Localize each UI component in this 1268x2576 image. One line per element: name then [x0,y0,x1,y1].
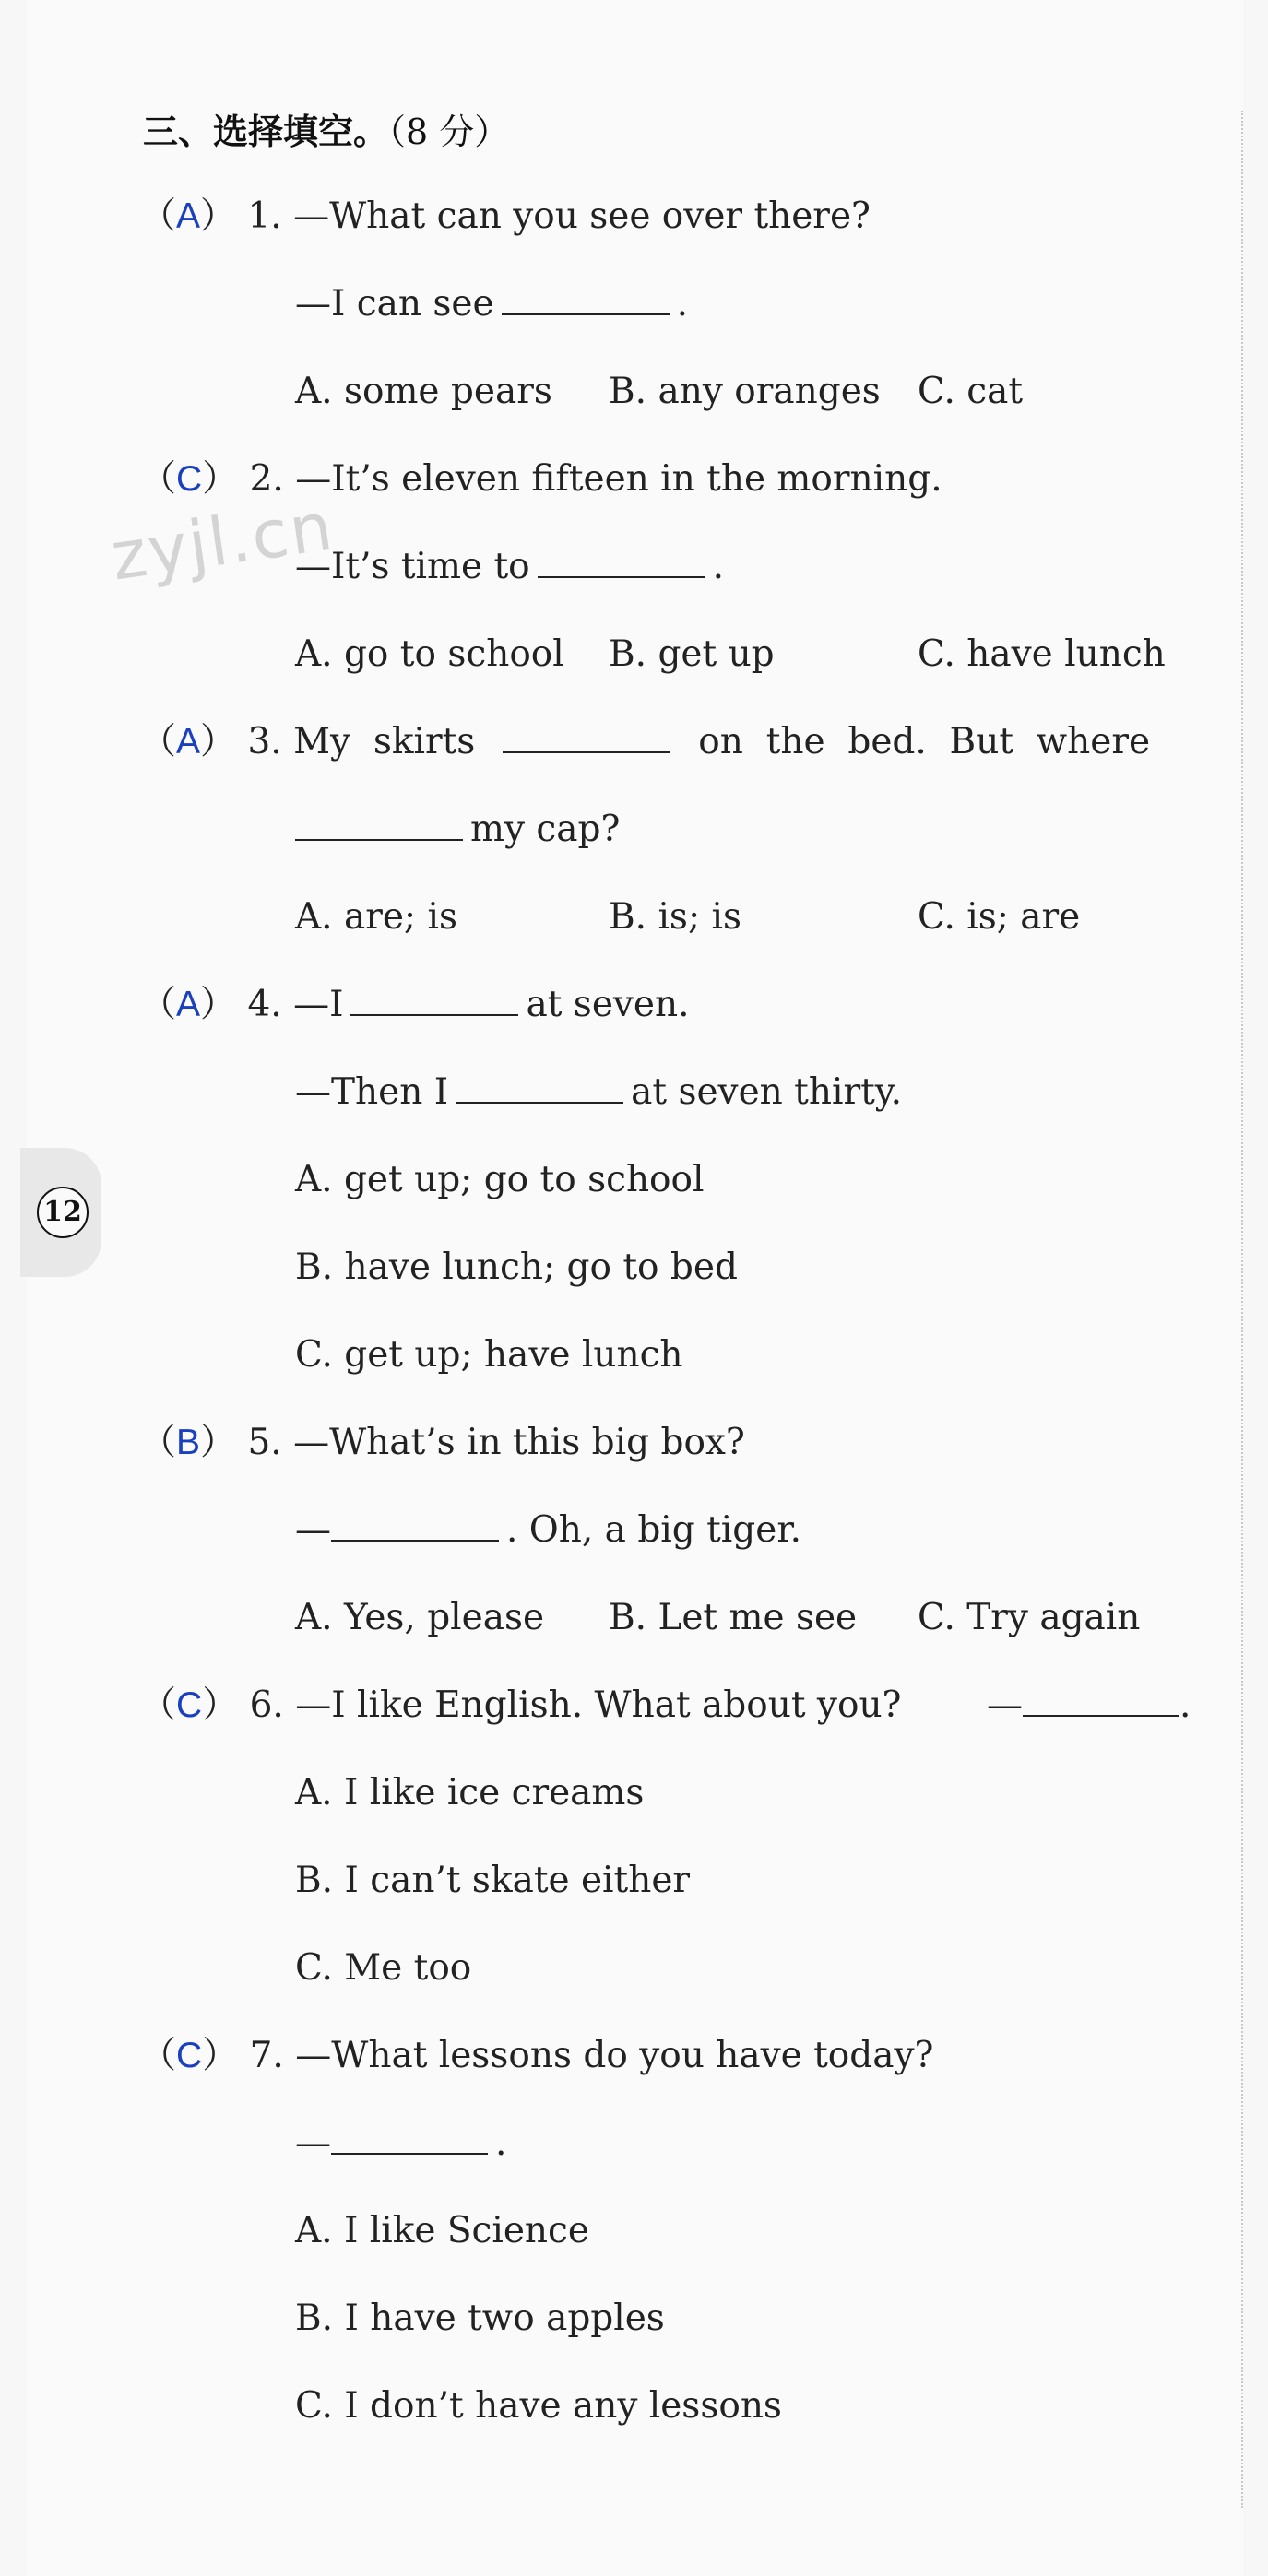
question-2-number: 2. [249,458,284,500]
question-7-line-2 [295,2121,506,2167]
answer-blank [502,284,670,315]
answer-blank [350,985,518,1016]
question-4-line-1-end: at seven. [526,984,690,1025]
question-5-option-b: B. Let me see [609,1597,858,1638]
question-6-number: 6. [249,1684,284,1726]
question-7-dash: — [295,2122,331,2164]
question-3-number: 3. [247,721,282,762]
question-1-option-a: A. some pears [295,371,552,412]
question-7-line-1: —What lessons do you have today? [295,2035,934,2076]
question-5-stem: （B） 5. —What’s in this big box? [140,1422,745,1463]
question-2-stem: （C） 2. —It’s eleven fifteen in the morning. [140,458,942,500]
question-1-line-1: —What can you see over there? [293,195,871,237]
question-6-option-b: B. I can’t skate either [295,1860,691,1901]
question-1-line-2-end: . [676,283,688,325]
question-2-option-c: C. have lunch [918,633,1166,675]
question-4-number: 4. [247,984,282,1025]
question-3-stem: （A） 3. My skirts on the bed. But where [140,721,1151,762]
question-1-option-c: C. cat [918,371,1024,412]
question-7-number: 7. [249,2035,284,2076]
question-5-answer: B [176,1423,201,1462]
question-1-number: 1. [247,195,282,237]
question-7-option-a: A. I like Science [295,2210,589,2251]
question-6-answer: C [176,1685,203,1725]
question-6-dash: — [987,1684,1023,1726]
question-4-option-c: C. get up; have lunch [295,1334,683,1376]
question-4-line-1: —I [293,984,344,1025]
question-5-line-2-text: . Oh, a big tiger. [506,1509,802,1551]
question-3-line-1-end: on the bed. But where [698,721,1151,762]
answer-blank [503,722,670,753]
question-7-end: . [495,2122,507,2164]
question-6-response [987,1683,1191,1729]
section-title-text: 三、选择填空。 [143,112,389,152]
section-score: （8 分） [388,112,510,152]
margin-rule [1241,111,1243,2508]
question-5-line-1: —What’s in this big box? [293,1422,745,1463]
question-6-line-1: —I like English. What about you? [295,1684,902,1726]
question-3-line-1: My skirts [293,721,476,762]
answer-blank [1023,1685,1179,1717]
question-6-option-a: A. I like ice creams [295,1772,645,1814]
answer-blank [456,1072,623,1104]
question-7-option-c: C. I don’t have any lessons [295,2385,782,2427]
question-5-line-2 [295,1507,801,1554]
question-4-line-2 [295,1069,902,1116]
question-6-option-c: C. Me too [295,1947,472,1989]
question-2-line-1: —It’s eleven fifteen in the morning. [295,458,942,500]
question-6-stem: （C） 6. —I like English. What about you? [140,1684,902,1726]
question-3-option-a: A. are; is [295,896,457,938]
question-4-line-2-end: at seven thirty. [631,1071,903,1113]
question-2-answer: C [176,459,203,499]
answer-blank [331,2123,488,2155]
question-5-option-c: C. Try again [918,1597,1141,1638]
question-4-line-2-text: —Then I [295,1071,449,1113]
question-2-line-2-end: . [712,546,725,587]
question-7-option-b: B. I have two apples [295,2298,665,2339]
watermark-text: zyjl.cn [106,487,339,596]
question-3-line-2 [295,807,620,853]
question-2-line-2-text: —It’s time to [295,546,530,587]
question-2-option-b: B. get up [609,633,775,675]
question-5-number: 5. [247,1422,282,1463]
question-1-option-b: B. any oranges [609,371,881,412]
answer-blank [295,809,463,841]
question-1-stem: （A） 1. —What can you see over there? [140,195,871,237]
question-1-line-2 [295,281,688,327]
question-2-line-2 [295,544,724,590]
question-1-line-2-text: —I can see [295,283,494,325]
question-3-option-c: C. is; are [918,896,1081,938]
question-3-line-2-text: my cap? [470,809,621,850]
section-title [143,103,509,154]
question-1-answer: A [176,196,201,236]
question-2-option-a: A. go to school [295,633,564,675]
question-7-answer: C [176,2036,203,2075]
question-7-stem: （C） 7. —What lessons do you have today? [140,2035,934,2076]
question-3-option-b: B. is; is [609,896,741,938]
question-4-option-a: A. get up; go to school [295,1159,705,1200]
question-3-answer: A [176,722,201,762]
answer-blank [538,547,705,578]
question-5-option-a: A. Yes, please [295,1597,545,1638]
question-4-stem: （A） 4. —I at seven. [140,984,690,1025]
question-4-option-b: B. have lunch; go to bed [295,1247,738,1288]
question-4-answer: A [176,985,201,1024]
answer-blank [331,1510,499,1542]
question-5-line-2-dash: — [295,1509,331,1551]
question-6-end: . [1179,1684,1191,1726]
page-number: 12 [37,1187,89,1238]
